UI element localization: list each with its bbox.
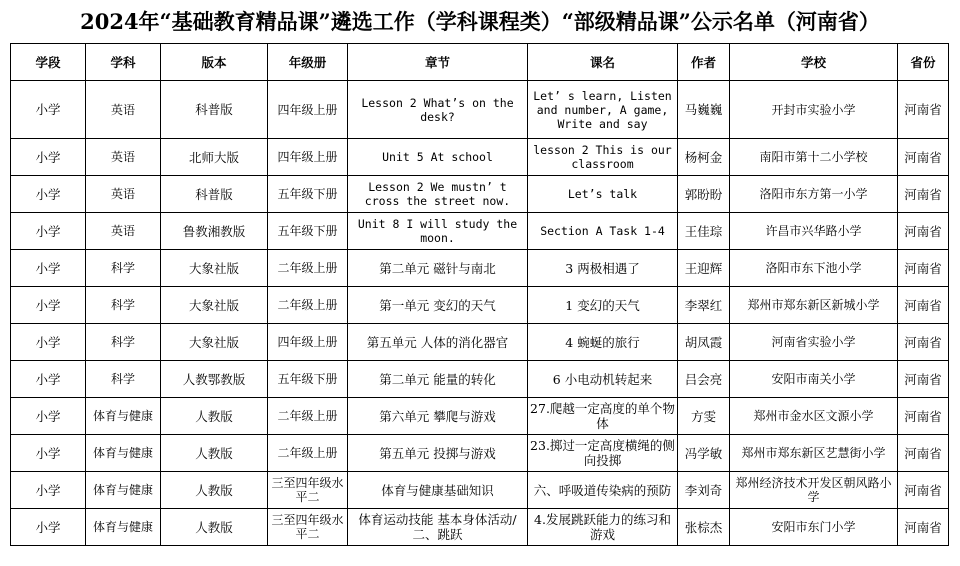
cell-school: 郑州市郑东新区新城小学 (730, 287, 898, 324)
cell-chapter: 第五单元 人体的消化器官 (348, 324, 528, 361)
column-header-author: 作者 (678, 44, 730, 81)
column-header-lesson: 课名 (528, 44, 678, 81)
cell-province: 河南省 (898, 81, 949, 139)
cell-edition: 科普版 (161, 81, 268, 139)
table-row (11, 176, 949, 213)
cell-edition: 人教版 (161, 435, 268, 472)
cell-subject: 体育与健康 (86, 398, 161, 435)
cell-province: 河南省 (898, 176, 949, 213)
cell-school: 郑州市金水区文源小学 (730, 398, 898, 435)
table-row (11, 435, 949, 472)
table-row (11, 361, 949, 398)
cell-lesson: 4.发展跳跃能力的练习和游戏 (528, 509, 678, 546)
cell-chapter: 体育与健康基础知识 (348, 472, 528, 509)
cell-author: 李刘奇 (678, 472, 730, 509)
table-row (11, 287, 949, 324)
cell-stage: 小学 (11, 324, 86, 361)
cell-subject: 体育与健康 (86, 435, 161, 472)
cell-subject: 英语 (86, 176, 161, 213)
cell-stage: 小学 (11, 176, 86, 213)
cell-lesson: 6 小电动机转起来 (528, 361, 678, 398)
cell-province: 河南省 (898, 250, 949, 287)
cell-subject: 体育与健康 (86, 509, 161, 546)
cell-grade: 三至四年级水平二 (268, 472, 348, 509)
cell-lesson: 4 蜿蜒的旅行 (528, 324, 678, 361)
cell-lesson: Let’ s learn, Listen and number, A game, Write and say (528, 81, 678, 139)
cell-province: 河南省 (898, 435, 949, 472)
table-row (11, 509, 949, 546)
cell-author: 郭盼盼 (678, 176, 730, 213)
cell-subject: 英语 (86, 139, 161, 176)
cell-lesson: lesson 2 This is our classroom (528, 139, 678, 176)
cell-subject: 科学 (86, 324, 161, 361)
cell-grade: 四年级上册 (268, 324, 348, 361)
table-row (11, 324, 949, 361)
cell-grade: 四年级上册 (268, 81, 348, 139)
cell-chapter: Lesson 2 We mustn’ t cross the street now. (348, 176, 528, 213)
cell-chapter: 体育运动技能 基本身体活动/二、跳跃 (348, 509, 528, 546)
cell-author: 胡凤霞 (678, 324, 730, 361)
column-header-stage: 学段 (11, 44, 86, 81)
cell-grade: 五年级下册 (268, 361, 348, 398)
cell-lesson: 3 两极相遇了 (528, 250, 678, 287)
cell-school: 洛阳市东方第一小学 (730, 176, 898, 213)
cell-stage: 小学 (11, 435, 86, 472)
cell-school: 开封市实验小学 (730, 81, 898, 139)
cell-author: 李翠红 (678, 287, 730, 324)
cell-province: 河南省 (898, 398, 949, 435)
column-header-school: 学校 (730, 44, 898, 81)
cell-grade: 四年级上册 (268, 139, 348, 176)
cell-chapter: 第五单元 投掷与游戏 (348, 435, 528, 472)
cell-subject: 英语 (86, 213, 161, 250)
cell-subject: 英语 (86, 81, 161, 139)
cell-author: 吕会亮 (678, 361, 730, 398)
cell-lesson: Let’s talk (528, 176, 678, 213)
cell-province: 河南省 (898, 361, 949, 398)
cell-chapter: 第二单元 能量的转化 (348, 361, 528, 398)
cell-edition: 北师大版 (161, 139, 268, 176)
cell-lesson: 六、呼吸道传染病的预防 (528, 472, 678, 509)
cell-edition: 大象社版 (161, 287, 268, 324)
table-row (11, 398, 949, 435)
table-row (11, 81, 949, 139)
cell-school: 洛阳市东下池小学 (730, 250, 898, 287)
cell-chapter: 第一单元 变幻的天气 (348, 287, 528, 324)
cell-province: 河南省 (898, 287, 949, 324)
cell-grade: 二年级上册 (268, 287, 348, 324)
cell-province: 河南省 (898, 324, 949, 361)
table-row (11, 139, 949, 176)
cell-school: 安阳市南关小学 (730, 361, 898, 398)
cell-author: 马巍巍 (678, 81, 730, 139)
cell-author: 方雯 (678, 398, 730, 435)
cell-school: 郑州市郑东新区艺慧街小学 (730, 435, 898, 472)
table-row (11, 472, 949, 509)
cell-province: 河南省 (898, 139, 949, 176)
cell-chapter: Unit 8 I will study the moon. (348, 213, 528, 250)
cell-stage: 小学 (11, 139, 86, 176)
table-row (11, 213, 949, 250)
cell-stage: 小学 (11, 472, 86, 509)
cell-edition: 大象社版 (161, 250, 268, 287)
cell-school: 许昌市兴华路小学 (730, 213, 898, 250)
cell-province: 河南省 (898, 472, 949, 509)
cell-edition: 科普版 (161, 176, 268, 213)
table-body (11, 81, 949, 546)
cell-province: 河南省 (898, 509, 949, 546)
column-header-province: 省份 (898, 44, 949, 81)
cell-edition: 人教版 (161, 398, 268, 435)
cell-edition: 鲁教湘教版 (161, 213, 268, 250)
cell-subject: 科学 (86, 250, 161, 287)
cell-grade: 五年级下册 (268, 213, 348, 250)
cell-chapter: Unit 5 At school (348, 139, 528, 176)
cell-subject: 科学 (86, 361, 161, 398)
cell-lesson: 23.掷过一定高度横绳的侧向投掷 (528, 435, 678, 472)
results-table (10, 43, 949, 546)
cell-chapter: 第二单元 磁针与南北 (348, 250, 528, 287)
cell-chapter: Lesson 2 What’s on the desk? (348, 81, 528, 139)
cell-lesson: 1 变幻的天气 (528, 287, 678, 324)
column-header-subject: 学科 (86, 44, 161, 81)
column-header-edition: 版本 (161, 44, 268, 81)
cell-grade: 三至四年级水平二 (268, 509, 348, 546)
cell-edition: 大象社版 (161, 324, 268, 361)
cell-subject: 体育与健康 (86, 472, 161, 509)
cell-school: 安阳市东门小学 (730, 509, 898, 546)
cell-edition: 人教版 (161, 472, 268, 509)
cell-author: 杨柯金 (678, 139, 730, 176)
cell-lesson: 27.爬越一定高度的单个物体 (528, 398, 678, 435)
cell-stage: 小学 (11, 81, 86, 139)
cell-stage: 小学 (11, 509, 86, 546)
cell-stage: 小学 (11, 361, 86, 398)
cell-edition: 人教版 (161, 509, 268, 546)
cell-stage: 小学 (11, 287, 86, 324)
header-row (11, 44, 949, 81)
page-title: 2024年“基础教育精品课”遴选工作（学科课程类）“部级精品课”公示名单（河南省） (80, 9, 880, 34)
cell-author: 王迎辉 (678, 250, 730, 287)
cell-author: 冯学敏 (678, 435, 730, 472)
table-row (11, 250, 949, 287)
column-header-chapter: 章节 (348, 44, 528, 81)
cell-grade: 二年级上册 (268, 435, 348, 472)
cell-edition: 人教鄂教版 (161, 361, 268, 398)
cell-subject: 科学 (86, 287, 161, 324)
cell-grade: 五年级下册 (268, 176, 348, 213)
column-header-grade: 年级册 (268, 44, 348, 81)
cell-lesson: Section A Task 1-4 (528, 213, 678, 250)
cell-author: 王佳琮 (678, 213, 730, 250)
cell-stage: 小学 (11, 213, 86, 250)
cell-grade: 二年级上册 (268, 250, 348, 287)
cell-grade: 二年级上册 (268, 398, 348, 435)
cell-province: 河南省 (898, 213, 949, 250)
cell-school: 河南省实验小学 (730, 324, 898, 361)
cell-stage: 小学 (11, 250, 86, 287)
cell-school: 南阳市第十二小学校 (730, 139, 898, 176)
cell-author: 张棕杰 (678, 509, 730, 546)
cell-stage: 小学 (11, 398, 86, 435)
cell-chapter: 第六单元 攀爬与游戏 (348, 398, 528, 435)
cell-school: 郑州经济技术开发区朝风路小学 (730, 472, 898, 509)
